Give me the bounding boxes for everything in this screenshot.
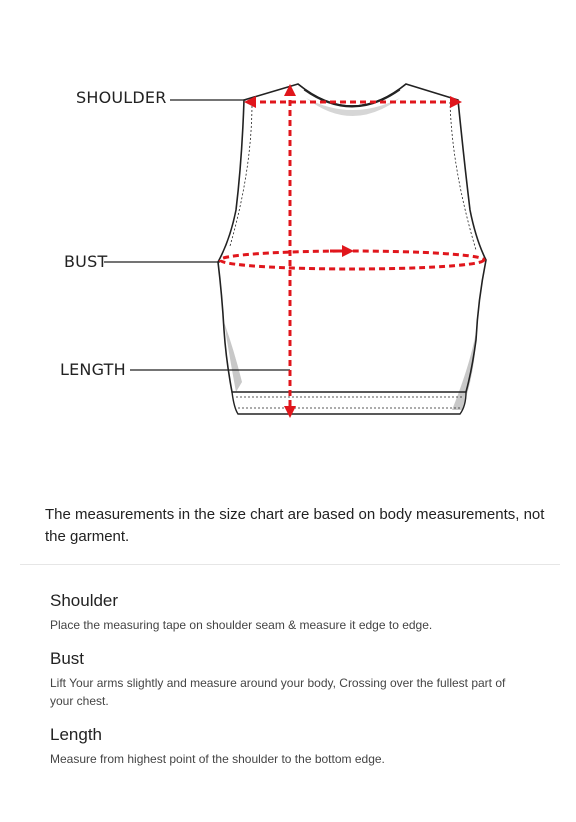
guide-shoulder xyxy=(50,590,530,634)
divider xyxy=(20,564,560,565)
measurement-note: The measurements in the size chart are based on body measurements, not the garment. xyxy=(45,506,545,545)
guide-shoulder-text: Place the measuring tape on shoulder seam & measure it edge to edge. xyxy=(50,618,433,632)
hem-band xyxy=(232,392,466,414)
guide-bust-title: Bust xyxy=(50,649,85,668)
guide-bust xyxy=(50,648,530,710)
shoulder-label: SHOULDER xyxy=(76,88,167,107)
right-side-shade xyxy=(452,332,476,410)
bust-measure-ellipse xyxy=(220,251,484,269)
guide-bust-text: Lift Your arms slightly and measure around your body, Crossing over the fullest part of your chest. xyxy=(50,676,506,708)
guide-length xyxy=(50,724,530,768)
right-armhole-seam xyxy=(450,102,476,250)
guide-length-title: Length xyxy=(50,725,102,744)
length-label: LENGTH xyxy=(60,360,126,379)
guide-length-text: Measure from highest point of the shoulder to the bottom edge. xyxy=(50,752,385,766)
guide-shoulder-title: Shoulder xyxy=(50,591,119,610)
garment-outline xyxy=(218,84,486,392)
bust-label: BUST xyxy=(64,252,108,271)
